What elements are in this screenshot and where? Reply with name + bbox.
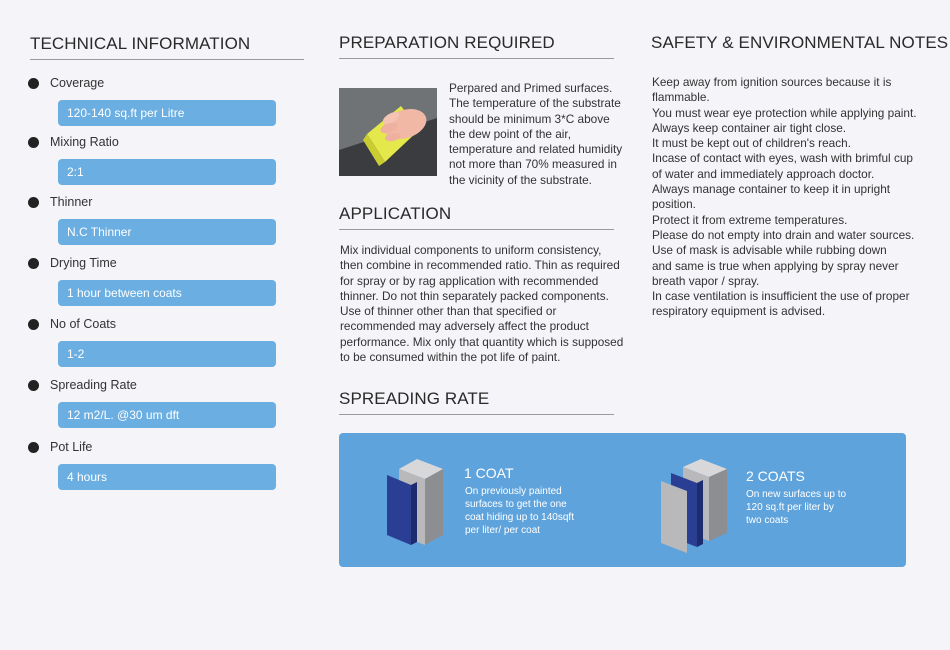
- safety-line: Always manage container to keep it in upright: [652, 182, 891, 197]
- application-line: Use of thinner other than that specified or: [340, 304, 557, 319]
- one-coat-title: 1 COAT: [464, 465, 514, 481]
- safety-line: Protect it from extreme temperatures.: [652, 212, 848, 227]
- technical-label: Coverage: [50, 76, 105, 90]
- surface-wiping-image: [339, 88, 437, 176]
- preparation-line: the vicinity of the substrate.: [449, 172, 592, 187]
- application-line: then combine in recommended ratio. Thin as required: [340, 258, 620, 273]
- spreading-heading: SPREADING RATE: [339, 389, 614, 415]
- application-line: thinner. Do not thin separately packed components.: [340, 288, 609, 303]
- safety-line: position.: [652, 197, 696, 212]
- technical-value: 120-140 sq.ft per Litre: [58, 100, 276, 126]
- safety-line: flammable.: [652, 90, 710, 105]
- safety-line: Use of mask is advisable while rubbing down: [652, 243, 887, 258]
- application-line: for spray or by rag application with recommended: [340, 273, 599, 288]
- spreading-rate-panel: [339, 433, 906, 567]
- technical-label: Spreading Rate: [50, 378, 137, 392]
- technical-value: N.C Thinner: [58, 219, 276, 245]
- safety-line: Keep away from ignition sources because it is: [652, 75, 892, 89]
- application-heading: APPLICATION: [339, 204, 614, 230]
- technical-label: Mixing Ratio: [50, 135, 119, 149]
- one-coat-description: [465, 485, 605, 537]
- application-line: recommended may adversely affect the product: [340, 319, 589, 334]
- two-coats-layers-icon: [661, 459, 735, 553]
- bullet-icon: [28, 197, 39, 208]
- safety-line: You must wear eye protection while applying paint.: [652, 105, 917, 120]
- technical-label: Thinner: [50, 195, 93, 209]
- technical-label: No of Coats: [50, 317, 117, 331]
- safety-line: In case ventilation is insufficient the use of proper: [652, 289, 910, 304]
- bullet-icon: [28, 319, 39, 330]
- technical-item-no-of-coats: [28, 315, 278, 361]
- technical-item-drying-time: [28, 254, 278, 300]
- application-line: Mix individual components to uniform consistency,: [340, 243, 602, 257]
- technical-item-thinner: [28, 193, 278, 239]
- technical-item-coverage: [28, 74, 278, 120]
- preparation-heading: PREPARATION REQUIRED: [339, 33, 614, 59]
- preparation-line: temperature and related humidity: [449, 142, 623, 157]
- one-coat-line: per liter/ per coat: [465, 525, 541, 536]
- two-coats-line: On new surfaces up to: [746, 489, 847, 500]
- bullet-icon: [28, 78, 39, 89]
- safety-line: of water and immediately approach doctor.: [652, 166, 875, 181]
- application-line: to be consumed within the pot life of paint.: [340, 350, 561, 365]
- technical-value: 2:1: [58, 159, 276, 185]
- technical-value: 1 hour between coats: [58, 280, 276, 306]
- one-coat-layers-icon: [387, 459, 451, 549]
- technical-item-pot-life: [28, 438, 278, 484]
- safety-line: Incase of contact with eyes, wash with brimful cup: [652, 151, 913, 166]
- one-coat-line: coat hiding up to 140sqft: [465, 512, 574, 523]
- preparation-line: the dew point of the air,: [449, 126, 571, 141]
- safety-line: breath vapor / spray.: [652, 273, 760, 288]
- application-text: [340, 243, 640, 365]
- technical-value: 1-2: [58, 341, 276, 367]
- technical-value: 12 m2/L. @30 um dft: [58, 402, 276, 428]
- two-coats-line: two coats: [746, 515, 789, 526]
- preparation-line: The temperature of the substrate: [449, 96, 621, 111]
- technical-item-mixing-ratio: [28, 133, 278, 179]
- bullet-icon: [28, 442, 39, 453]
- safety-line: Please do not empty into drain and water sources.: [652, 227, 915, 242]
- safety-text: [652, 75, 937, 320]
- one-coat-line: surfaces to get the one: [465, 499, 567, 510]
- two-coats-line: 120 sq.ft per liter by: [746, 502, 834, 513]
- technical-item-spreading-rate: [28, 376, 278, 422]
- bullet-icon: [28, 258, 39, 269]
- preparation-line: Perpared and Primed surfaces.: [449, 81, 613, 95]
- safety-heading: SAFETY & ENVIRONMENTAL NOTES: [651, 33, 949, 52]
- technical-heading: TECHNICAL INFORMATION: [30, 34, 304, 60]
- safety-line: respiratory equipment is advised.: [652, 304, 826, 319]
- safety-line: Always keep container air tight close.: [652, 120, 847, 135]
- preparation-line: should be minimum 3*C above: [449, 111, 610, 126]
- bullet-icon: [28, 137, 39, 148]
- one-coat-line: On previously painted: [465, 486, 562, 497]
- application-line: performance. Mix only that quantity which is supposed: [340, 334, 624, 349]
- safety-line: It must be kept out of children's reach.: [652, 136, 851, 151]
- technical-label: Pot Life: [50, 440, 93, 454]
- technical-label: Drying Time: [50, 256, 117, 270]
- technical-value: 4 hours: [58, 464, 276, 490]
- two-coats-description: [746, 488, 886, 527]
- preparation-line: not more than 70% measured in: [449, 157, 617, 172]
- two-coats-title: 2 COATS: [746, 468, 805, 484]
- preparation-text: [449, 81, 639, 188]
- safety-line: and same is true when applying by spray never: [652, 258, 899, 273]
- bullet-icon: [28, 380, 39, 391]
